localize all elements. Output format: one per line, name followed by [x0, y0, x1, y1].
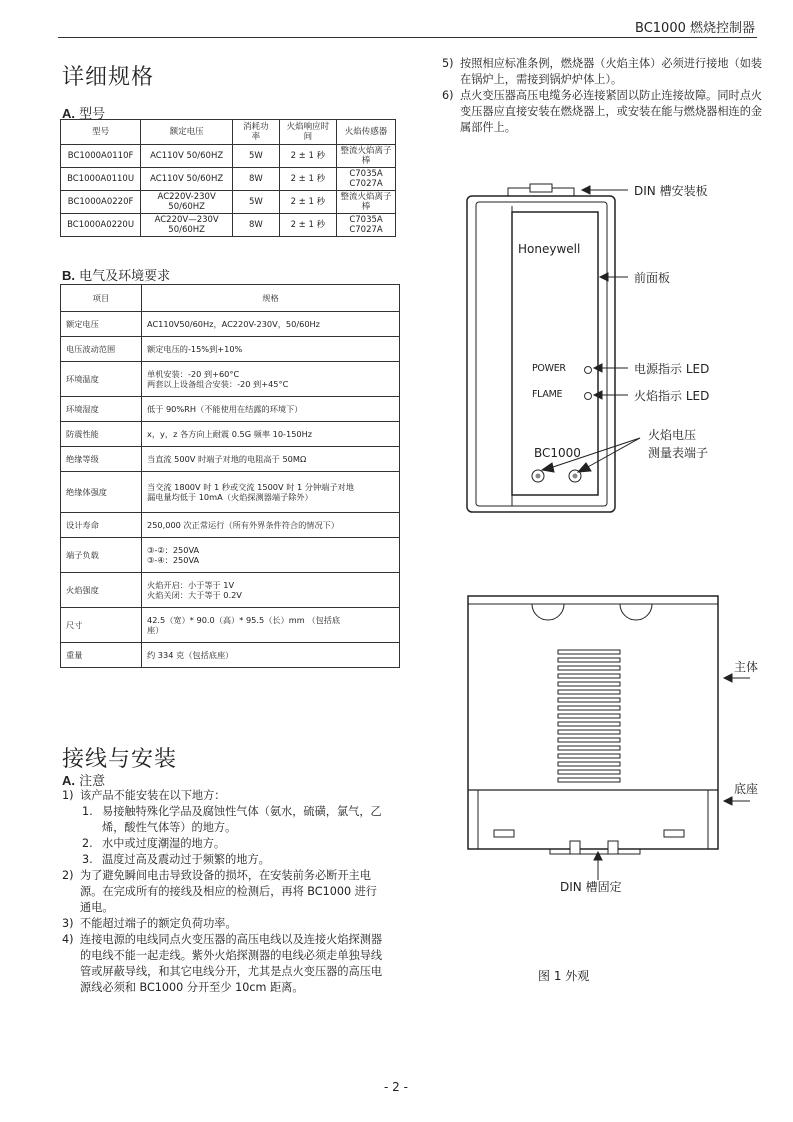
note-item	[62, 868, 384, 916]
env-spec-cell: 当交流 1800V 时 1 秒或交流 1500V 时 1 分钟端子对地 漏电量均低于 10mA（火焰探测器端子除外）	[142, 472, 400, 513]
model-table-row	[61, 191, 396, 214]
callout-flame-led: 火焰指示 LED	[634, 389, 710, 403]
vent-slot	[558, 722, 620, 726]
side-view-drawing	[460, 590, 780, 900]
env-spec-cell: 火焰开启：小于等于 1V 火焰关闭：大于等于 0.2V	[142, 573, 400, 608]
env-table-row	[61, 573, 400, 608]
note-text: 按照相应标准条例，燃烧器（火焰主体）必须进行接地（如装在锅炉上，需接到锅炉炉体上）。	[460, 57, 763, 86]
env-item-cell: 尺寸	[61, 608, 142, 643]
vent-slot	[558, 770, 620, 774]
brand-logo: Honeywell	[518, 242, 581, 256]
page-number: - 2 -	[384, 1080, 408, 1094]
model-th-model: 型号	[61, 120, 141, 145]
vent-slot	[558, 746, 620, 750]
wiring-sub-letter: A.	[62, 773, 75, 788]
model-table-cell: 2 ± 1 秒	[279, 168, 336, 191]
env-table-row	[61, 422, 400, 447]
side-view-figure	[460, 590, 780, 900]
note-number: 3)	[62, 917, 74, 930]
env-section-label	[62, 265, 170, 284]
flame-led-label: FLAME	[532, 389, 563, 400]
wiring-sub-text: 注意	[79, 774, 106, 789]
front-model-label: BC1000	[534, 446, 581, 460]
vent-slot	[558, 706, 620, 710]
note-number: 1.	[82, 805, 93, 818]
model-section-text: 型号	[79, 107, 106, 122]
model-table-cell: BC1000A0220F	[61, 191, 141, 214]
power-led-label: POWER	[532, 363, 566, 374]
vent-slot	[558, 738, 620, 742]
callout-din-plate: DIN 槽安装板	[634, 184, 708, 198]
note-item	[442, 88, 772, 136]
callout-din-fixing: DIN 槽固定	[560, 880, 622, 894]
note-text: 为了避免瞬间电击导致设备的损坏，在安装前务必断开主电源。在完成所有的接线及相应的检测后，再将 BC1000 进行通电。	[80, 869, 377, 914]
note-item	[62, 852, 384, 868]
env-spec-cell: 42.5（宽）* 90.0（高）* 95.5（长）mm （包括底 座）	[142, 608, 400, 643]
wiring-heading: 接线与安装	[62, 747, 178, 772]
model-table-cell: C7035A C7027A	[337, 168, 396, 191]
env-spec-cell: 额定电压的-15%到+10%	[142, 337, 400, 362]
vent-slot	[558, 674, 620, 678]
env-table-row	[61, 538, 400, 573]
env-spec-cell: AC110V50/60Hz，AC220V-230V，50/60Hz	[142, 312, 400, 337]
env-spec-cell: 250,000 次正常运行（所有外界条件符合的情况下）	[142, 513, 400, 538]
note-number: 2)	[62, 869, 74, 882]
env-spec-cell: 当直流 500V 时端子对地的电阻高于 50MΩ	[142, 447, 400, 472]
model-th-power: 消耗功率	[233, 120, 280, 145]
callout-terminal-line1: 火焰电压	[648, 428, 697, 442]
vent-slot	[558, 682, 620, 686]
env-item-cell: 端子负载	[61, 538, 142, 573]
env-spec-cell: 低于 90%RH（不能使用在结露的环境下）	[142, 397, 400, 422]
callout-base: 底座	[734, 782, 759, 796]
vent-slot	[558, 754, 620, 758]
env-th-spec: 规格	[142, 285, 400, 312]
model-table-cell: AC220V-230V 50/60HZ	[141, 191, 233, 214]
note-number: 2.	[82, 837, 93, 850]
model-table-cell: BC1000A0110F	[61, 145, 141, 168]
model-table-cell: 2 ± 1 秒	[279, 145, 336, 168]
callout-terminal-line2: 测量表端子	[648, 446, 709, 460]
model-table-cell: AC110V 50/60HZ	[141, 168, 233, 191]
env-item-cell: 额定电压	[61, 312, 142, 337]
env-spec-table	[60, 284, 400, 668]
note-text: 该产品不能安装在以下地方：	[80, 789, 226, 802]
env-item-cell: 重量	[61, 643, 142, 668]
model-table-cell: 2 ± 1 秒	[279, 214, 336, 237]
model-th-sensor: 火焰传感器	[337, 120, 396, 145]
vent-slot	[558, 698, 620, 702]
env-table-row	[61, 312, 400, 337]
note-item	[62, 916, 384, 932]
callout-front-panel: 前面板	[634, 271, 671, 285]
env-spec-cell: 约 334 克（包括底座）	[142, 643, 400, 668]
model-table-cell: 整流火焰离子棒	[337, 191, 396, 214]
note-item	[62, 804, 384, 836]
model-th-voltage: 额定电压	[141, 120, 233, 145]
callout-body: 主体	[734, 660, 759, 674]
model-table-cell: 5W	[233, 145, 280, 168]
env-table-row	[61, 397, 400, 422]
model-table-cell: 整流火焰离子棒	[337, 145, 396, 168]
env-table-row	[61, 513, 400, 538]
model-section-letter: A.	[62, 106, 75, 121]
model-table-row	[61, 168, 396, 191]
figure-caption: 图 1 外观	[538, 969, 590, 983]
env-table-header	[61, 285, 400, 312]
env-table-row	[61, 643, 400, 668]
note-text: 不能超过端子的额定负荷功率。	[80, 917, 237, 930]
note-item	[62, 932, 384, 996]
note-text: 水中或过度潮湿的地方。	[102, 837, 226, 850]
vent-slot	[558, 714, 620, 718]
env-th-item: 项目	[61, 285, 142, 312]
note-number: 3.	[82, 853, 93, 866]
env-item-cell: 环境湿度	[61, 397, 142, 422]
note-item	[62, 836, 384, 852]
note-number: 1)	[62, 789, 74, 802]
env-item-cell: 绝缘体强度	[61, 472, 142, 513]
env-table-row	[61, 608, 400, 643]
wiring-notes-list	[62, 788, 384, 996]
note-text: 温度过高及震动过于频繁的地方。	[102, 853, 270, 866]
note-number: 4)	[62, 933, 74, 946]
env-table-row	[61, 362, 400, 397]
vent-slot	[558, 778, 620, 782]
env-table-row	[61, 337, 400, 362]
vent-slot	[558, 690, 620, 694]
front-view-drawing	[460, 176, 780, 521]
model-table-cell: 8W	[233, 168, 280, 191]
vent-slot	[558, 666, 620, 670]
env-item-cell: 设计寿命	[61, 513, 142, 538]
model-th-response: 火焰响应时间	[279, 120, 336, 145]
model-table-cell: 5W	[233, 191, 280, 214]
model-table-cell: C7035A C7027A	[337, 214, 396, 237]
env-spec-cell: 单机安装：-20 到+60°C 两套以上设备组合安装：-20 到+45°C	[142, 362, 400, 397]
note-text: 易接触特殊化学品及腐蚀性气体（氨水，硫磺，氯气，乙烯，酸性气体等）的地方。	[102, 805, 382, 834]
env-spec-cell: ③-②：250VA ③-④：250VA	[142, 538, 400, 573]
note-text: 连接电源的电线同点火变压器的高压电线以及连接火焰探测器的电线不能一起走线。紫外火焰探测器的电线必须走单独导线管或屏蔽导线，和其它电线分开，尤其是点火变压器的高压电源线必须和 BC1000 分开至少 10cm 距离。	[80, 933, 383, 994]
env-item-cell: 电压波动范围	[61, 337, 142, 362]
env-table-row	[61, 447, 400, 472]
env-spec-cell: x，y，z 各方向上耐震 0.5G 频率 10-150Hz	[142, 422, 400, 447]
model-table-cell: 8W	[233, 214, 280, 237]
model-table-cell: AC110V 50/60HZ	[141, 145, 233, 168]
env-section-text: 电气及环境要求	[79, 269, 171, 284]
vent-slot	[558, 762, 620, 766]
note-number: 6)	[442, 89, 454, 102]
header-title: BC1000 燃烧控制器	[635, 21, 755, 36]
env-item-cell: 防震性能	[61, 422, 142, 447]
model-table-row	[61, 214, 396, 237]
model-table-cell: AC220V—230V 50/60HZ	[141, 214, 233, 237]
env-item-cell: 火焰强度	[61, 573, 142, 608]
vent-slot	[558, 658, 620, 662]
env-item-cell: 环境温度	[61, 362, 142, 397]
vent-slot	[558, 650, 620, 654]
model-table-cell: BC1000A0220U	[61, 214, 141, 237]
note-item	[62, 788, 384, 804]
note-text: 点火变压器高压电缆务必连接紧固以防止连接故障。同时点火变压器应直接安装在燃烧器上，或安装在能与燃烧器相连的金属部件上。	[460, 89, 763, 134]
vent-slot	[558, 730, 620, 734]
note-item	[442, 56, 772, 88]
callout-power-led: 电源指示 LED	[634, 362, 710, 376]
note-number: 5)	[442, 57, 454, 70]
model-table-cell: BC1000A0110U	[61, 168, 141, 191]
wiring-sub-label	[62, 770, 105, 789]
model-table-cell: 2 ± 1 秒	[279, 191, 336, 214]
env-section-letter: B.	[62, 268, 75, 283]
model-table-header	[61, 120, 396, 145]
env-table-row	[61, 472, 400, 513]
specs-heading: 详细规格	[62, 65, 155, 90]
header-rule	[58, 37, 757, 38]
model-table	[60, 119, 396, 237]
right-notes-list	[442, 56, 772, 136]
env-item-cell: 绝缘等级	[61, 447, 142, 472]
front-view-figure	[460, 176, 780, 521]
model-table-row	[61, 145, 396, 168]
